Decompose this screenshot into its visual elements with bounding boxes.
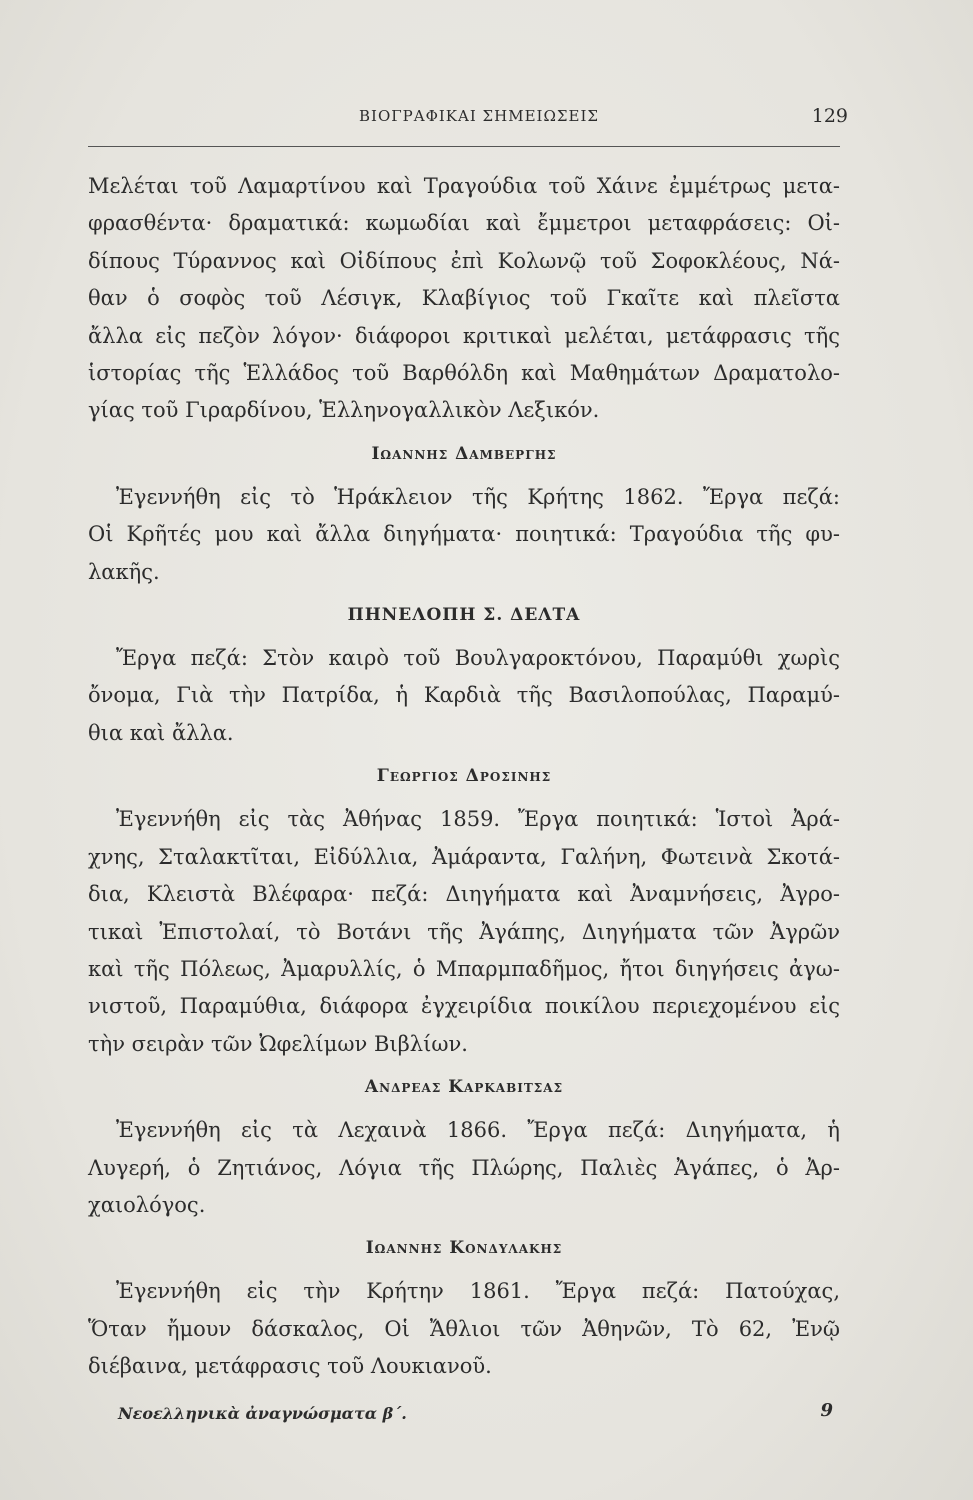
author-entry <box>88 801 840 1063</box>
running-title: ΒΙΟΓΡΑΦΙΚΑΙ ΣΗΜΕΙΩΣΕΙΣ <box>359 107 599 125</box>
text-line: ἄλλα εἰς πεζὸν λόγον· διάφοροι κριτικαὶ μελέται, μετάφρασις τῆς <box>88 323 840 348</box>
author-entry <box>88 1273 840 1385</box>
text-line: Οἱ Κρῆτές μου καὶ ἄλλα διηγήματα· ποιητικά: Τραγούδια τῆς φυ- <box>88 522 840 547</box>
text-line: Ὅταν ἤμουν δάσκαλος, Οἱ Ἄθλιοι τῶν Ἀθηνῶν, Τὸ 62, Ἐνῷ <box>88 1316 840 1341</box>
signature-number: 9 <box>820 1400 833 1421</box>
text-line: Ἔργα πεζά: Στὸν καιρὸ τοῦ Βουλγαροκτόνου, Παραμύθι χωρὶς <box>116 646 840 671</box>
text-line: δίπους Τύραννος καὶ Οἰδίπους ἐπὶ Κολωνῷ τοῦ Σοφοκλέους, Νά- <box>88 248 840 273</box>
author-entry <box>88 479 840 591</box>
intro-paragraph <box>88 168 840 430</box>
text-line: δια, Κλειστὰ Βλέφαρα· πεζά: Διηγήματα καὶ Ἀναμνήσεις, Ἀγρο- <box>88 882 840 907</box>
text-line: νιστοῦ, Παραμύθια, διάφορα ἐγχειρίδια ποικίλου περιεχομένου εἰς <box>88 994 840 1019</box>
text-line: Ἐγεννήθη εἰς τὰς Ἀθήνας 1859. Ἔργα ποιητικά: Ἱστοὶ Ἀρά- <box>116 807 840 832</box>
text-line: λακῆς. <box>88 559 160 584</box>
text-line: Ἐγεννήθη εἰς τὰ Λεχαινὰ 1866. Ἔργα πεζά: Διηγήματα, ἡ <box>116 1118 840 1143</box>
text-line: τικαὶ Ἐπιστολαί, τὸ Βοτάνι τῆς Ἀγάπης, Διηγήματα τῶν Ἀγρῶν <box>88 919 840 944</box>
text-line: φρασθέντα· δραματικά: κωμωδίαι καὶ ἔμμετροι μεταφράσεις: Οἰ- <box>88 211 840 236</box>
header-rule <box>88 146 840 147</box>
text-line: Ἐγεννήθη εἰς τὴν Κρήτην 1861. Ἔργα πεζά: Πατούχας, <box>116 1279 840 1304</box>
author-heading: Ανδρεας Καρκαβιτσας <box>364 1077 564 1098</box>
text-line: ἱστορίας τῆς Ἑλλάδος τοῦ Βαρθόλδη καὶ Μαθημάτων Δραματολο- <box>88 361 840 386</box>
page-number: 129 <box>811 105 848 127</box>
text-line: χνης, Σταλακτῖται, Εἰδύλλια, Ἀμάραντα, Γαλήνη, Φωτεινὰ Σκοτά- <box>88 844 840 869</box>
text-line: Μελέται τοῦ Λαμαρτίνου καὶ Τραγούδια τοῦ Χάινε ἐμμέτρως μετα- <box>88 174 840 198</box>
text-block <box>88 168 840 1386</box>
author-entry <box>88 640 840 752</box>
author-entry <box>88 1112 840 1224</box>
text-line: γίας τοῦ Γιραρδίνου, Ἑλληνογαλλικὸν Λεξικόν. <box>88 398 600 423</box>
author-heading: Ιωαννης Δαμβεργης <box>371 443 557 464</box>
footer-title: Νεοελληνικὰ ἀναγνώσματα β΄. <box>118 1404 407 1423</box>
text-line: διέβαινα, μετάφρασις τοῦ Λουκιανοῦ. <box>88 1354 492 1379</box>
text-line: τὴν σειρὰν τῶν Ὠφελίμων Βιβλίων. <box>88 1031 468 1056</box>
author-heading: ΠΗΝΕΛΟΠΗ Σ. ΔΕΛΤΑ <box>347 605 581 626</box>
page-footer <box>118 1400 833 1434</box>
text-line: θια καὶ ἄλλα. <box>88 720 234 745</box>
text-line: Λυγερή, ὁ Ζητιάνος, Λόγια τῆς Πλώρης, Παλιὲς Ἀγάπες, ὁ Ἀρ- <box>88 1155 840 1180</box>
text-line: καὶ τῆς Πόλεως, Ἀμαρυλλίς, ὁ Μπαρμπαδῆμος, ἤτοι διηγήσεις ἀγω- <box>88 956 840 981</box>
running-head <box>110 103 848 135</box>
author-heading: Ιωαννης Κονδυλακης <box>365 1238 563 1259</box>
text-line: θαν ὁ σοφὸς τοῦ Λέσιγκ, Κλαβίγιος τοῦ Γκαῖτε καὶ πλεῖστα <box>88 286 840 311</box>
author-heading: Γεωργιος Δροσινης <box>376 766 552 787</box>
text-line: χαιολόγος. <box>88 1192 206 1217</box>
text-line: Ἐγεννήθη εἰς τὸ Ἡράκλειον τῆς Κρήτης 1862. Ἔργα πεζά: <box>116 484 840 509</box>
text-line: ὄνομα, Γιὰ τὴν Πατρίδα, ἡ Καρδιὰ τῆς Βασιλοπούλας, Παραμύ- <box>88 683 840 708</box>
